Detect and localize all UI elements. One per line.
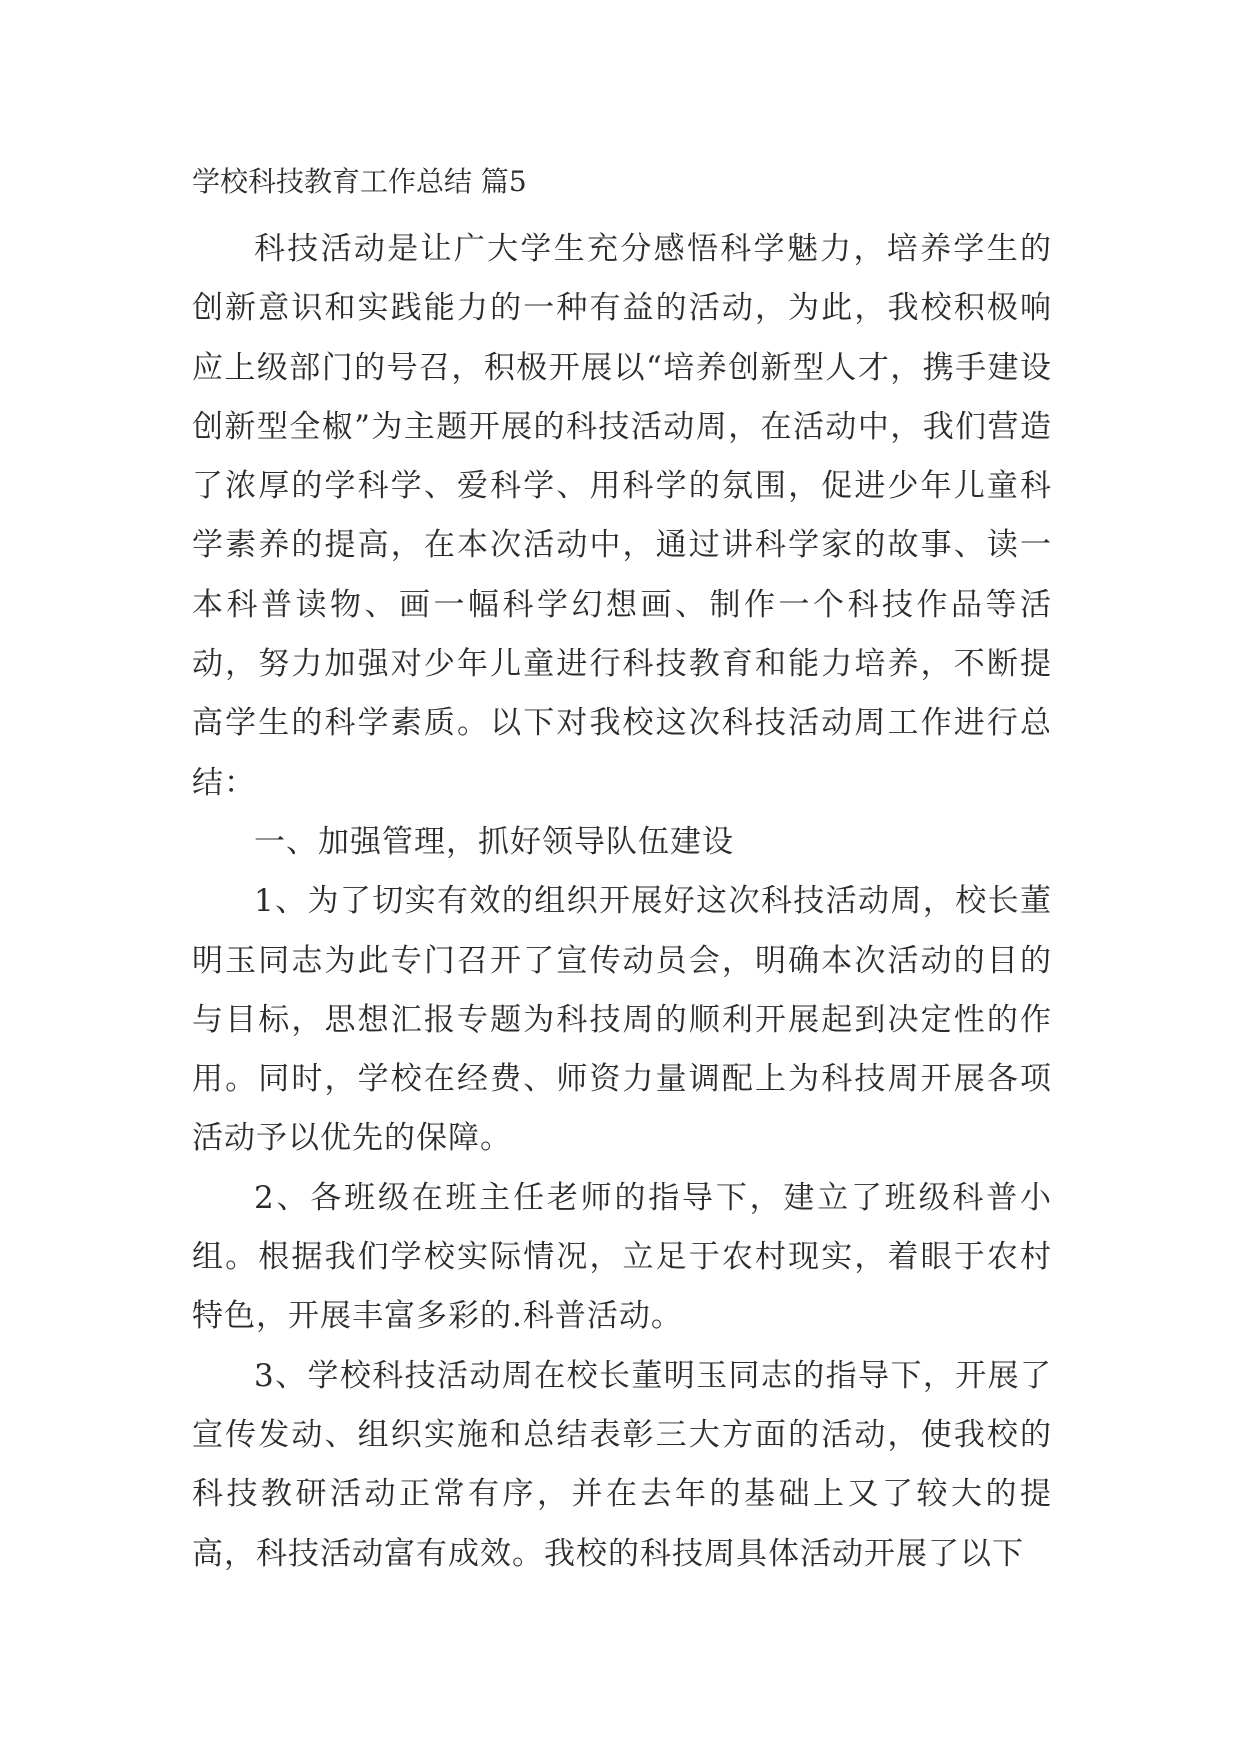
paragraph-intro: 科技活动是让广大学生充分感悟科学魅力，培养学生的创新意识和实践能力的一种有益的活动，为此，我校积极响应上级部门的号召，积极开展以“培养创新型人才，携手建设创新型全椒”为主题开展的科技活动周，在活动中，我们营造了浓厚的学科学、爱科学、用科学的氛围，促进少年儿童科学素养的提高，在本次活动中，通过讲科学家的故事、读一本科普读物、画一幅科学幻想画、制作一个科技作品等活动，努力加强对少年儿童进行科技教育和能力培养，不断提高学生的科学素质。以下对我校这次科技活动周工作进行总结：	[192, 231, 1052, 801]
document-content	[192, 166, 1052, 1584]
paragraph-item-1: 1、为了切实有效的组织开展好这次科技活动周，校长董明玉同志为此专门召开了宣传动员会，明确本次活动的目的与目标，思想汇报专题为科技周的顺利开展起到决定性的作用。同时，学校在经费、师资力量调配上为科技周开展各项活动予以优先的保障。	[192, 883, 1052, 1157]
document-title: 学校科技教育工作总结 篇5	[192, 165, 527, 198]
paragraph-item-2: 2、各班级在班主任老师的指导下，建立了班级科普小组。根据我们学校实际情况，立足于农村现实，着眼于农村特色，开展丰富多彩的.科普活动。	[192, 1179, 1052, 1335]
paragraph-item-3: 3、学校科技活动周在校长董明玉同志的指导下，开展了宣传发动、组织实施和总结表彰三大方面的活动，使我校的科技教研活动正常有序，并在去年的基础上又了较大的提高，科技活动富有成效。我校的科技周具体活动开展了以下	[192, 1357, 1052, 1572]
section-heading: 一、加强管理，抓好领导队伍建设	[254, 823, 734, 860]
document-body	[192, 220, 1052, 1584]
